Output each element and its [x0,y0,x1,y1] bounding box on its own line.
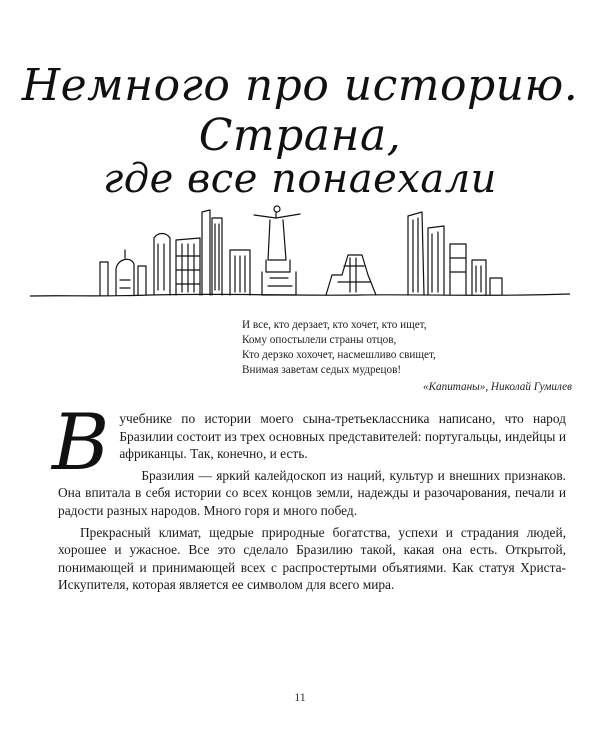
epigraph-line: И все, кто дерзает, кто хочет, кто ищет, [242,319,427,331]
epigraph-line: Внимая заветам седых мудрецов! [242,364,402,376]
chapter-body [52,398,566,598]
city-skyline-illustration [30,200,570,306]
drop-cap: В [52,398,110,488]
chapter-title-line-1: Немного про историю. [21,60,579,111]
epigraph-source: «Капитаны», Николай Гумилев [422,381,572,393]
epigraph [242,318,572,395]
epigraph-line: Кто дерзко хохочет, насмешливо свищет, [242,349,436,361]
page-number: 11 [294,690,306,704]
chapter-title-line-2: Страна, [198,110,402,161]
body-paragraph: Бразилия — яркий калейдоскоп из наций, культур и внешних признаков. Она впитала в себя истории со всех концов земли, надежды и разочарования, печали и радости разных народов. Много горя и много побед. [58,467,566,518]
paragraph-text: учебнике по истории моего сына-третьеклассника написано, что народ Бразилии состоит из трех основных представителей: португальцы, индейцы и африканцы. Так, конечно, и есть. [119,411,566,462]
epigraph-line: Кому опостылели страны отцов, [242,334,397,346]
body-paragraph [52,398,566,488]
chapter-title-line-3: где все понаехали [103,156,497,202]
body-paragraph: Прекрасный климат, щедрые природные богатства, успехи и страдания людей, хорошее и ужасное. Все это сделало Бразилию такой, какая она есть. Открытой, понимающей и принимающей всех с распростертыми объятиями. Как статуя Христа-Искупителя, которая является ее символом для всего мира. [58,524,566,593]
